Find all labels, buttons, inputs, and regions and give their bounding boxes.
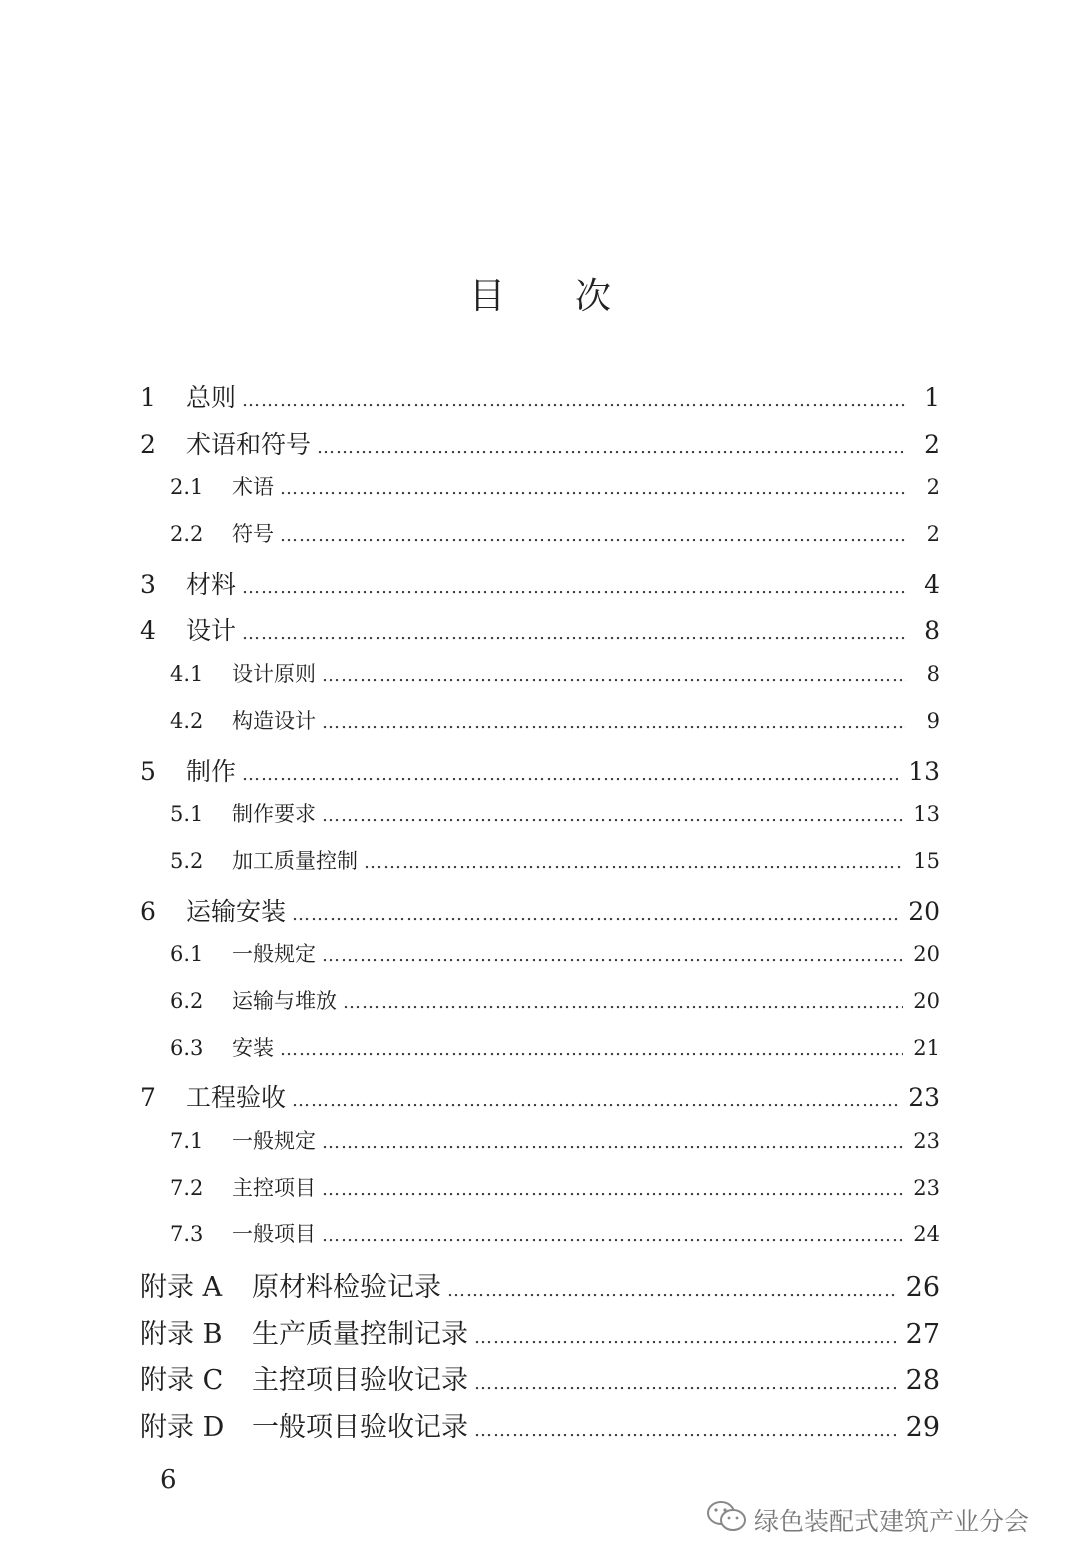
toc-entry-title: 运输与堆放 [232,988,337,1013]
toc-entry[interactable] [140,1078,940,1125]
toc-entry-title: 术语和符号 [186,429,312,459]
toc-entry-title: 安装 [232,1035,274,1060]
toc-entry-title: 主控项目验收记录 [252,1365,468,1397]
toc-entry-page: 23 [908,1083,940,1113]
toc-entry-title: 生产质量控制记录 [252,1318,468,1350]
dot-leader [242,764,898,785]
table-of-contents [140,378,940,1452]
toc-entry-number: 附录 B [140,1318,223,1350]
dot-leader [322,945,903,966]
toc-entry-page: 1 [924,383,940,412]
toc-entry-page: 13 [908,756,940,786]
toc-entry-page: 20 [913,988,940,1013]
page-number: 6 [160,1465,177,1495]
toc-entry-number: 5 [140,756,156,786]
toc-entry-page: 27 [905,1318,940,1350]
toc-entry-number: 6.2 [170,988,204,1013]
dot-leader [447,1280,896,1301]
toc-entry[interactable] [140,1405,940,1452]
toc-entry-page: 20 [913,942,940,967]
toc-entry[interactable] [140,425,940,472]
dot-leader [292,1090,898,1111]
toc-entry-number: 7.3 [170,1222,204,1247]
toc-entry[interactable] [140,1172,940,1219]
toc-entry[interactable] [140,378,940,425]
toc-entry-page: 21 [913,1035,940,1060]
toc-entry-title: 主控项目 [232,1175,316,1200]
toc-entry-page: 24 [913,1222,940,1247]
toc-entry[interactable] [140,565,940,612]
toc-entry-page: 2 [926,475,940,500]
toc-entry-page: 4 [924,569,940,599]
dot-leader [474,1327,896,1348]
toc-entry-number: 2.2 [170,522,204,547]
toc-entry[interactable] [140,1032,940,1079]
toc-entry[interactable] [140,892,940,939]
toc-entry-title: 加工质量控制 [232,848,358,873]
title-char-1: 目 [468,276,505,317]
toc-entry[interactable] [140,938,940,985]
toc-entry-number: 4.2 [170,708,204,733]
toc-entry[interactable] [140,705,940,752]
toc-entry-page: 23 [913,1175,940,1200]
dot-leader [322,1225,903,1246]
toc-entry-title: 术语 [232,475,274,500]
toc-entry-page: 23 [913,1129,940,1153]
wechat-icon [706,1500,748,1540]
toc-entry-page: 8 [926,662,940,687]
toc-entry-title: 符号 [232,522,274,547]
toc-entry-page: 15 [913,848,940,873]
toc-entry-title: 工程验收 [186,1083,287,1113]
toc-entry-number: 5.1 [170,802,204,827]
toc-entry-number: 6.3 [170,1035,204,1060]
toc-entry-title: 运输安装 [186,896,287,926]
dot-leader [242,577,906,598]
toc-entry[interactable] [140,1125,940,1172]
toc-entry-title: 一般项目 [232,1222,316,1247]
toc-entry-page: 9 [926,708,940,733]
toc-entry-number: 6.1 [170,942,204,967]
dot-leader [322,1132,903,1153]
toc-entry[interactable] [140,985,940,1032]
toc-entry-page: 29 [905,1412,940,1444]
watermark-text: 绿色装配式建筑产业分会 [754,1507,1030,1536]
dot-leader [474,1420,896,1441]
toc-entry[interactable] [140,845,940,892]
toc-entry-number: 2.1 [170,475,204,500]
toc-entry-title: 材料 [186,569,237,599]
toc-entry-title: 总则 [186,383,237,412]
dot-leader [280,1039,903,1060]
dot-leader [474,1373,896,1394]
toc-entry[interactable] [140,1218,940,1265]
toc-entry-title: 一般规定 [232,1129,316,1153]
toc-entry-title: 制作要求 [232,802,316,827]
toc-entry-number: 2 [140,429,156,459]
toc-entry-title: 原材料检验记录 [252,1272,441,1304]
toc-entry[interactable] [140,752,940,799]
dot-leader [322,712,906,733]
page-title [0,268,1080,319]
toc-entry-number: 5.2 [170,848,204,873]
toc-entry-page: 8 [924,616,940,646]
toc-entry[interactable] [140,518,940,565]
toc-entry-number: 4 [140,616,156,646]
toc-entry[interactable] [140,471,940,518]
dot-leader [242,390,906,411]
toc-entry[interactable] [140,798,940,845]
toc-entry-number: 3 [140,569,156,599]
toc-entry-title: 制作 [186,756,237,786]
toc-entry[interactable] [140,1265,940,1312]
toc-entry-title: 构造设计 [232,708,316,733]
toc-entry-title: 设计原则 [232,662,316,687]
toc-entry[interactable] [140,1358,940,1405]
watermark [706,1500,1029,1540]
toc-entry-title: 一般规定 [232,942,316,967]
dot-leader [280,525,906,546]
toc-entry[interactable] [140,1312,940,1359]
toc-entry-number: 附录 C [140,1365,224,1397]
dot-leader [322,805,903,826]
toc-entry-page: 26 [905,1272,940,1304]
toc-entry-title: 设计 [186,616,237,646]
dot-leader [292,904,898,925]
toc-entry-number: 7.2 [170,1175,204,1200]
dot-leader [242,623,906,644]
toc-entry[interactable] [140,658,940,705]
title-char-2: 次 [575,276,612,317]
toc-entry-number: 附录 D [140,1412,225,1444]
dot-leader [343,992,903,1013]
toc-entry-page: 28 [905,1365,940,1397]
toc-entry-number: 4.1 [170,662,204,687]
toc-entry-number: 附录 A [140,1272,223,1304]
toc-entry[interactable] [140,611,940,658]
toc-entry-page: 2 [924,429,940,459]
toc-entry-title: 一般项目验收记录 [252,1412,468,1444]
toc-entry-number: 1 [140,383,156,412]
dot-leader [280,478,906,499]
dot-leader [364,852,903,873]
dot-leader [317,437,906,458]
dot-leader [322,1179,903,1200]
toc-entry-page: 20 [908,896,940,926]
dot-leader [322,665,906,686]
toc-entry-number: 7.1 [170,1129,204,1153]
toc-entry-number: 6 [140,896,156,926]
toc-entry-page: 2 [926,522,940,547]
toc-entry-number: 7 [140,1083,156,1113]
toc-entry-page: 13 [913,802,940,827]
